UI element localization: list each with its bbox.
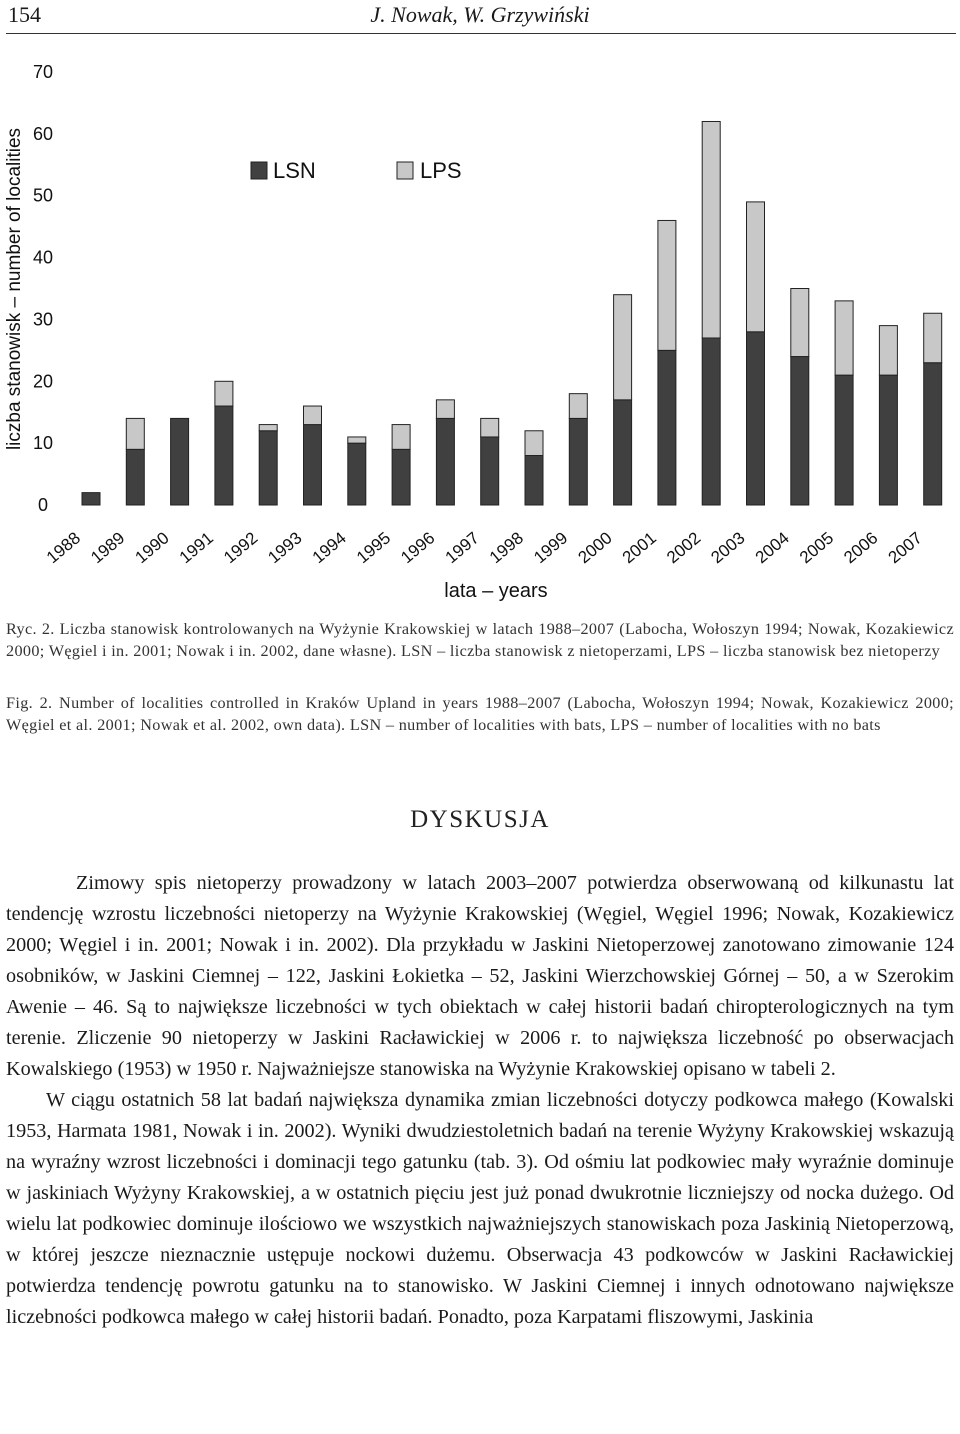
y-tick-label: 10 [32,433,54,454]
x-tick-label: 1996 [397,528,439,568]
y-axis-label: liczba stanowisk – number of localities [4,127,25,451]
bar-lsn-1995 [392,449,410,505]
x-tick-label: 1999 [530,528,572,568]
x-tick-label: 1990 [131,528,173,568]
bar-lps-1998 [525,431,543,456]
bar-lsn-2005 [835,375,853,505]
bar-lsn-1988 [82,493,100,505]
x-axis-label: lata – years [444,580,548,602]
legend-label-lps: LPS [420,158,462,183]
bar-lsn-1992 [259,431,277,505]
x-tick-label: 2005 [795,528,838,568]
bar-lsn-2004 [791,357,809,505]
x-tick-label: 1998 [485,528,528,568]
bar-lsn-1994 [348,443,366,505]
x-tick-label: 2007 [884,528,926,568]
bar-lsn-2000 [614,400,632,505]
bar-lsn-2001 [658,350,676,505]
legend-swatch-lsn [251,162,267,179]
bar-lps-2003 [747,202,765,332]
bar-lsn-1989 [126,449,144,505]
y-tick-label: 40 [32,247,54,268]
caption-label-en: Fig. 2. [6,694,53,712]
bar-lsn-1997 [481,437,499,505]
x-tick-label: 2001 [618,528,660,568]
figure-caption-en [6,692,954,737]
y-tick-label: 70 [32,62,54,82]
legend [251,158,462,183]
page-header [0,0,960,40]
bar-lsn-1998 [525,456,543,505]
x-tick-label: 2002 [663,528,705,568]
y-tick-label: 0 [37,495,49,515]
bar-lps-1999 [569,394,587,419]
x-tick-label: 1993 [264,528,306,568]
legend-label-lsn: LSN [273,158,316,183]
bar-lsn-2003 [747,332,765,505]
bar-lps-1991 [215,381,233,406]
x-tick-label: 1992 [220,528,262,568]
bar-lps-2005 [835,301,853,375]
x-tick-label: 1995 [352,528,395,568]
bar-lps-2004 [791,289,809,357]
bar-lps-1993 [304,406,322,425]
y-axis [33,62,53,515]
bar-lps-1994 [348,437,366,443]
bar-lsn-1999 [569,418,587,505]
bar-lsn-2006 [879,375,897,505]
x-tick-label: 2003 [707,528,749,568]
paragraph: W ciągu ostatnich 58 lat badań największa dynamika zmian liczebności dotyczy podkowca małego (Kowalski 1953, Harmata 1981, Nowak i in. 2002). Wyniki dwudziestoletnich badań na terenie Wyżyny Krakowskiej wskazują na wyraźny wzrost liczebności i dominacji tego gatunku (tab. 3). Od ośmiu lat podkowiec mały wyraźnie dominuje w jaskiniach Wyżyny Krakowskiej, a w ostatnich pięciu jest już ponad dwukrotnie liczniejszy od nocka dużego. Od wielu lat podkowiec dominuje ilościowo we wszystkich najważniejszych stanowiskach poza Jaskinią Nietoperzową, w której jeszcze nieznacznie ustępuje nockowi dużemu. Obserwacja 43 podkowców w Jaskini Racławickiej potwierdza tendencję powrotu gatunku na to stanowisko. W Jaskini Ciemnej i innych odnotowano największe liczebności podkowca małego w całej historii badań. Ponadto, poza Karpatami fliszowymi, Jaskinia [6,1089,954,1328]
bars [82,121,942,505]
bar-lps-1992 [259,425,277,431]
caption-label-pl: Ryc. 2. [6,620,55,638]
header-rule [6,33,956,34]
bar-lps-2002 [702,121,720,338]
x-tick-label: 2004 [751,528,793,568]
figure-caption-pl [6,618,954,663]
bar-lps-2001 [658,220,676,350]
bar-lsn-1990 [171,418,189,505]
y-tick-label: 60 [32,123,54,144]
page-number: 154 [8,2,41,27]
x-tick-label: 1989 [87,528,129,568]
bar-lsn-1991 [215,406,233,505]
x-tick-label: 1997 [441,528,483,568]
bar-lps-1997 [481,418,499,437]
legend-swatch-lps [397,162,413,179]
bar-lps-2007 [924,313,942,362]
x-tick-label: 1991 [175,528,217,568]
caption-text-en: Number of localities controlled in Kraków Upland in years 1988–2007 (Labocha, Wołoszyn 1994; Nowak, Kozakiewicz 2000; Węgiel et al. 2001; Nowak et al. 2002, own data). LSN – number of localities with bats, LPS – number of localities with no bats [6,694,954,735]
bar-lps-2000 [614,295,632,400]
caption-text-pl: Liczba stanowisk kontrolowanych na Wyżynie Krakowskiej w latach 1988–2007 (Labocha, Wołoszyn 1994; Nowak, Kozakiewicz 2000; Węgiel i in. 2001; Nowak i in. 2002, dane własne). LSN – liczba stanowisk z nietoperzami, LPS – liczba stanowisk bez nietoperzy [6,620,954,661]
x-axis-ticks [43,528,926,567]
y-tick-label: 30 [32,309,54,330]
bar-lsn-2002 [702,338,720,505]
section-heading: DYSKUSJA [410,806,550,833]
body-text [6,868,954,1333]
x-tick-label: 1994 [308,528,350,568]
y-tick-label: 20 [32,371,54,392]
bar-lsn-2007 [924,363,942,505]
x-tick-label: 2000 [574,528,616,568]
paragraph: Zimowy spis nietoperzy prowadzony w latach 2003–2007 potwierdza obserwowaną od kilkunastu lat tendencję wzrostu liczebności nietoperzy na Wyżynie Krakowskiej (Węgiel, Węgiel 1996; Nowak, Kozakiewicz 2000; Węgiel i in. 2001; Nowak i in. 2002). Dla przykładu w Jaskini Nietoperzowej zanotowano zimowanie 124 osobników, w Jaskini Ciemnej – 122, Jaskini Łokietka – 52, Jaskini Wierzchowskiej Górnej – 50, a w Szerokim Awenie – 46. Są to największe liczebności w tych obiektach w całej historii badań chiropterologicznych na tym terenie. Zliczenie 90 nietoperzy w Jaskini Racławickiej w 2006 r. to największa liczebność po obserwacjach Kowalskiego (1953) w 1950 r. Najważniejsze stanowiska na Wyżynie Krakowskiej opisano w tabeli 2. [6,872,954,1080]
stacked-bar-chart [0,40,960,610]
bar-lsn-1996 [436,418,454,505]
bar-lps-1989 [126,418,144,449]
y-tick-label: 50 [32,185,54,206]
x-tick-label: 2006 [840,528,882,568]
bar-lsn-1993 [304,425,322,505]
bar-lps-1995 [392,425,410,450]
bar-lps-1996 [436,400,454,419]
x-tick-label: 1988 [42,528,85,568]
bar-lps-2006 [879,326,897,375]
running-head: J. Nowak, W. Grzywiński [370,2,590,27]
